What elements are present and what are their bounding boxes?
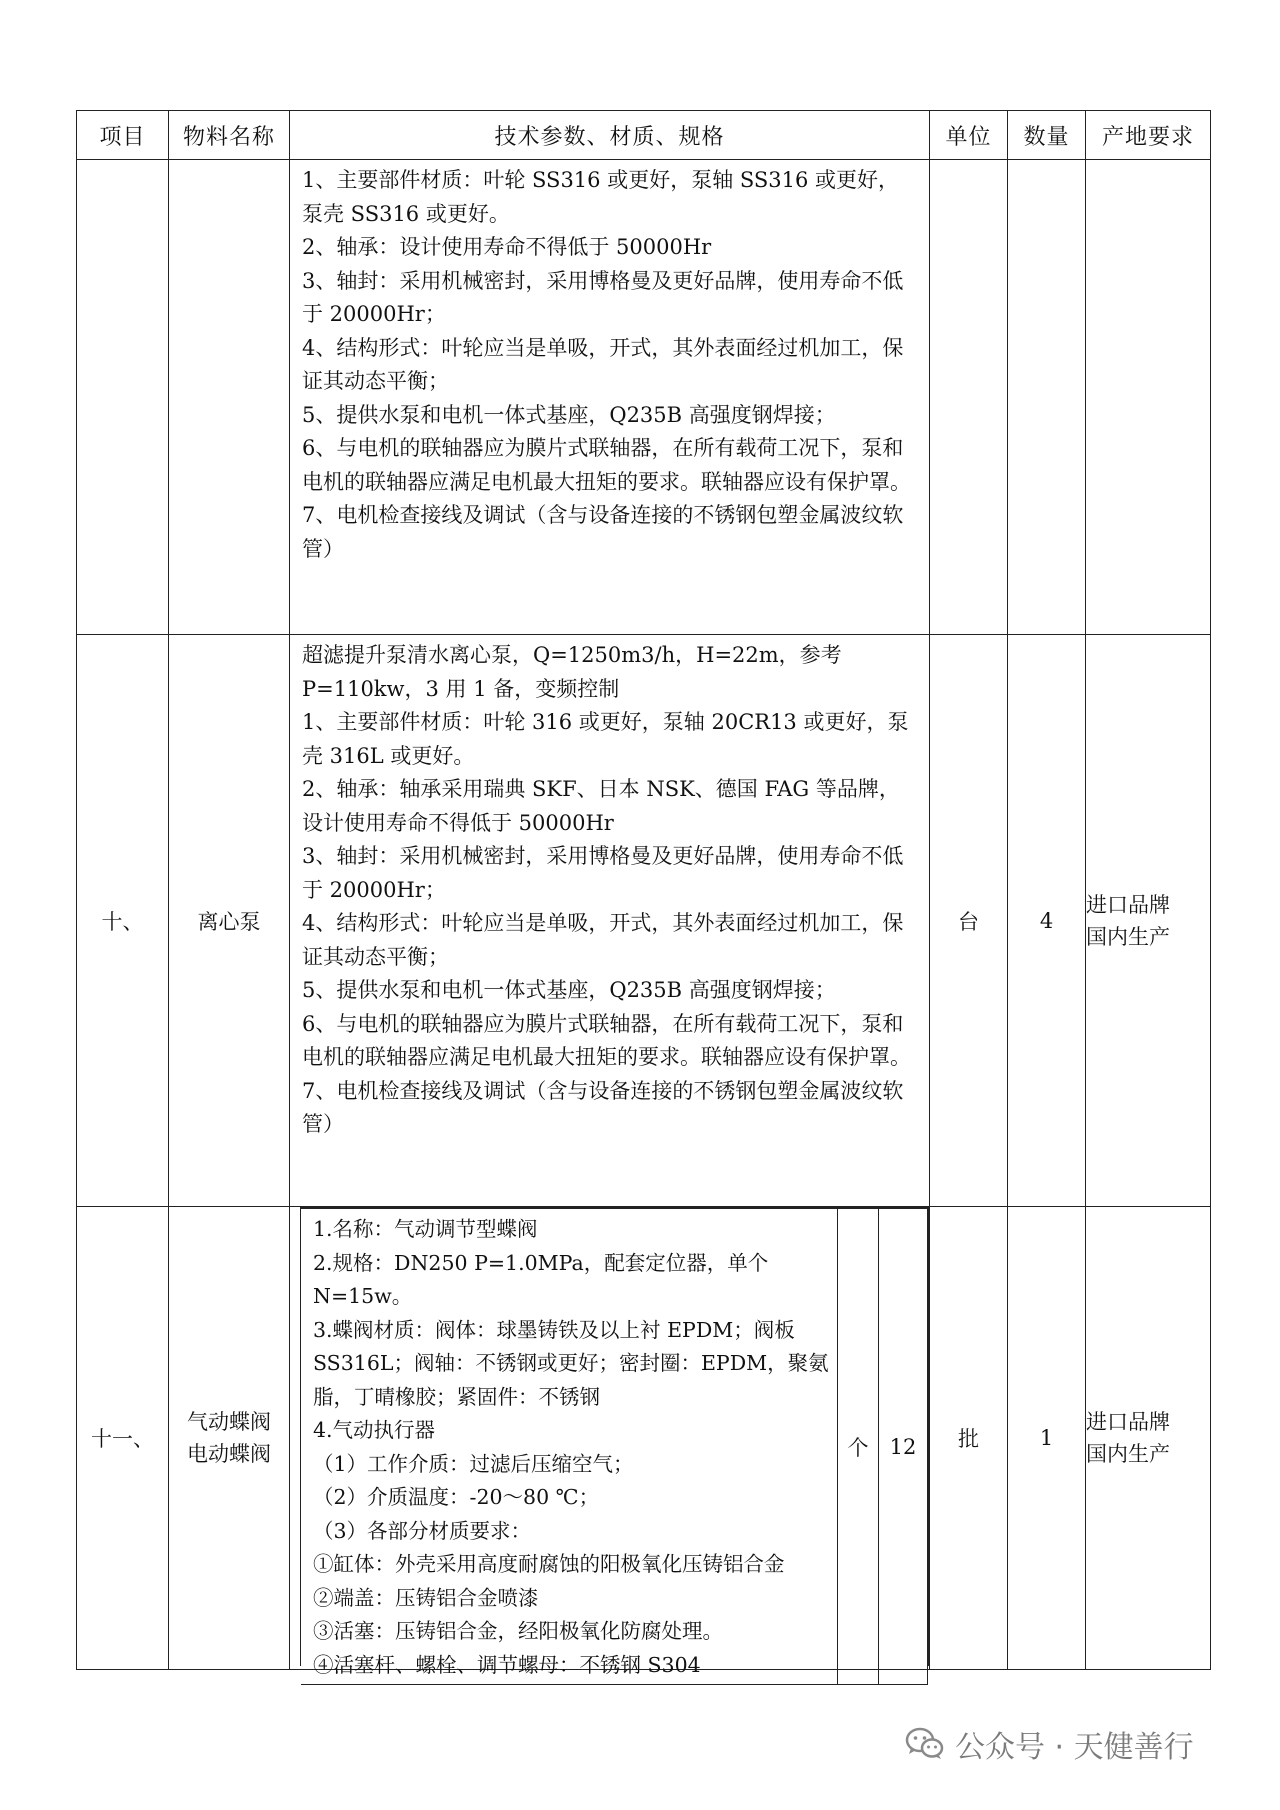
spec-line: （3）各部分材质要求：: [313, 1518, 532, 1543]
row1-qty-cell: [1008, 160, 1086, 635]
name-line: 气动蝶阀: [187, 1410, 271, 1434]
spec-line: ②端盖：压铸铝合金喷漆: [313, 1585, 539, 1610]
spec-line: （1）工作介质：过滤后压缩空气；: [313, 1451, 634, 1476]
table-row: [77, 160, 1211, 635]
spec-table: [76, 110, 1211, 1677]
row2-name: 离心泵: [169, 635, 290, 1207]
spec-line: 2、轴承：设计使用寿命不得低于 50000Hr: [302, 235, 712, 259]
spec-line: 2、轴承：轴承采用瑞典 SKF、日本 NSK、德国 FAG 等品牌，设计使用寿命不得低于 50000Hr: [302, 777, 900, 835]
spec-line: 1、主要部件材质：叶轮 316 或更好，泵轴 20CR13 或更好，泵壳 316L 或更好。: [302, 710, 909, 768]
document-page: [76, 110, 1210, 1677]
watermark-text: 公众号 · 天健善行: [955, 1730, 1194, 1765]
row1-name-cell: [169, 160, 290, 635]
row3-item: 十一、: [77, 1207, 169, 1670]
row2-item: 十、: [77, 635, 169, 1207]
spec-line: （2）介质温度：-20～80 ℃；: [313, 1485, 600, 1509]
row3-unit: 批: [930, 1207, 1008, 1670]
nested-spec-table: [301, 1208, 928, 1685]
spec-line: 5、提供水泵和电机一体式基座，Q235B 高强度钢焊接；: [302, 978, 836, 1002]
nested-spec: [301, 1209, 838, 1685]
nested-unit: 个: [838, 1209, 879, 1685]
header-spec: 技术参数、材质、规格: [290, 111, 930, 160]
header-item: 项目: [77, 111, 169, 160]
origin-line: 进口品牌: [1086, 1410, 1170, 1434]
origin-line: 国内生产: [1086, 1442, 1170, 1466]
spec-line: ③活塞：压铸铝合金，经阳极氧化防腐处理。: [313, 1619, 723, 1643]
spec-line: 1、主要部件材质：叶轮 SS316 或更好，泵轴 SS316 或更好，泵壳 SS316 或更好。: [302, 168, 900, 226]
spec-line: 1.名称：气动调节型蝶阀: [313, 1217, 538, 1241]
header-origin: 产地要求: [1086, 111, 1211, 160]
header-name: 物料名称: [169, 111, 290, 160]
nested-table-frame: [300, 1207, 929, 1677]
spec-line: 超滤提升泵清水离心泵，Q=1250m3/h，H=22m，参考 P=110kw，3 用 1 备，变频控制: [302, 643, 842, 701]
spec-line: ①缸体：外壳采用高度耐腐蚀的阳极氧化压铸铝合金: [313, 1552, 785, 1576]
row3-origin: [1086, 1207, 1211, 1670]
spec-line: 5、提供水泵和电机一体式基座，Q235B 高强度钢焊接；: [302, 402, 836, 427]
row2-unit: 台: [930, 635, 1008, 1207]
origin-line: 国内生产: [1086, 924, 1170, 949]
spec-line: 3.蝶阀材质：阀体：球墨铸铁及以上衬 EPDM；阀板 SS316L；阀轴：不锈钢或更好；密封圈：EPDM，聚氨脂，丁晴橡胶；紧固件：不锈钢: [313, 1317, 829, 1409]
name-line: 电动蝶阀: [187, 1442, 271, 1466]
table-row: [77, 635, 1211, 1207]
row1-item-cell: [77, 160, 169, 635]
header-qty: 数量: [1008, 111, 1086, 160]
watermark: [905, 1722, 1194, 1766]
spec-line: 4、结构形式：叶轮应当是单吸，开式，其外表面经过机加工，保证其动态平衡；: [302, 911, 904, 969]
spec-line: 6、与电机的联轴器应为膜片式联轴器，在所有载荷工况下，泵和电机的联轴器应满足电机最大扭矩的要求。联轴器应设有保护罩。: [302, 1011, 911, 1069]
row1-spec-cell: [290, 160, 930, 635]
spec-line: 4.气动执行器: [313, 1418, 436, 1442]
row2-qty: 4: [1008, 635, 1086, 1207]
row2-origin: [1086, 635, 1211, 1207]
nested-qty: 12: [879, 1209, 928, 1685]
spec-line: 7、电机检查接线及调试（含与设备连接的不锈钢包塑金属波纹软管）: [302, 503, 904, 561]
spec-line: ④活塞杆、螺栓、调节螺母：不锈钢 S304: [313, 1652, 701, 1677]
table-row: [77, 1207, 1211, 1670]
table-header-row: [77, 111, 1211, 160]
spec-line: 4、结构形式：叶轮应当是单吸，开式，其外表面经过机加工，保证其动态平衡；: [302, 335, 904, 393]
row1-origin-cell: [1086, 160, 1211, 635]
spec-line: 7、电机检查接线及调试（含与设备连接的不锈钢包塑金属波纹软管）: [302, 1078, 904, 1136]
wechat-icon: [905, 1727, 945, 1761]
row3-qty: 1: [1008, 1207, 1086, 1670]
origin-line: 进口品牌: [1086, 892, 1170, 917]
spec-line: 6、与电机的联轴器应为膜片式联轴器，在所有载荷工况下，泵和电机的联轴器应满足电机最大扭矩的要求。联轴器应设有保护罩。: [302, 436, 911, 494]
spec-line: 3、轴封：采用机械密封，采用博格曼及更好品牌，使用寿命不低于 20000Hr；: [302, 268, 904, 326]
header-unit: 单位: [930, 111, 1008, 160]
spec-line: 3、轴封：采用机械密封，采用博格曼及更好品牌，使用寿命不低于 20000Hr；: [302, 844, 904, 902]
row3-spec-cell: [290, 1207, 930, 1677]
row1-unit-cell: [930, 160, 1008, 635]
row3-name: [169, 1207, 290, 1670]
row2-spec-cell: [290, 635, 930, 1207]
spec-line: 2.规格：DN250 P=1.0MPa，配套定位器，单个 N=15w。: [313, 1250, 769, 1308]
